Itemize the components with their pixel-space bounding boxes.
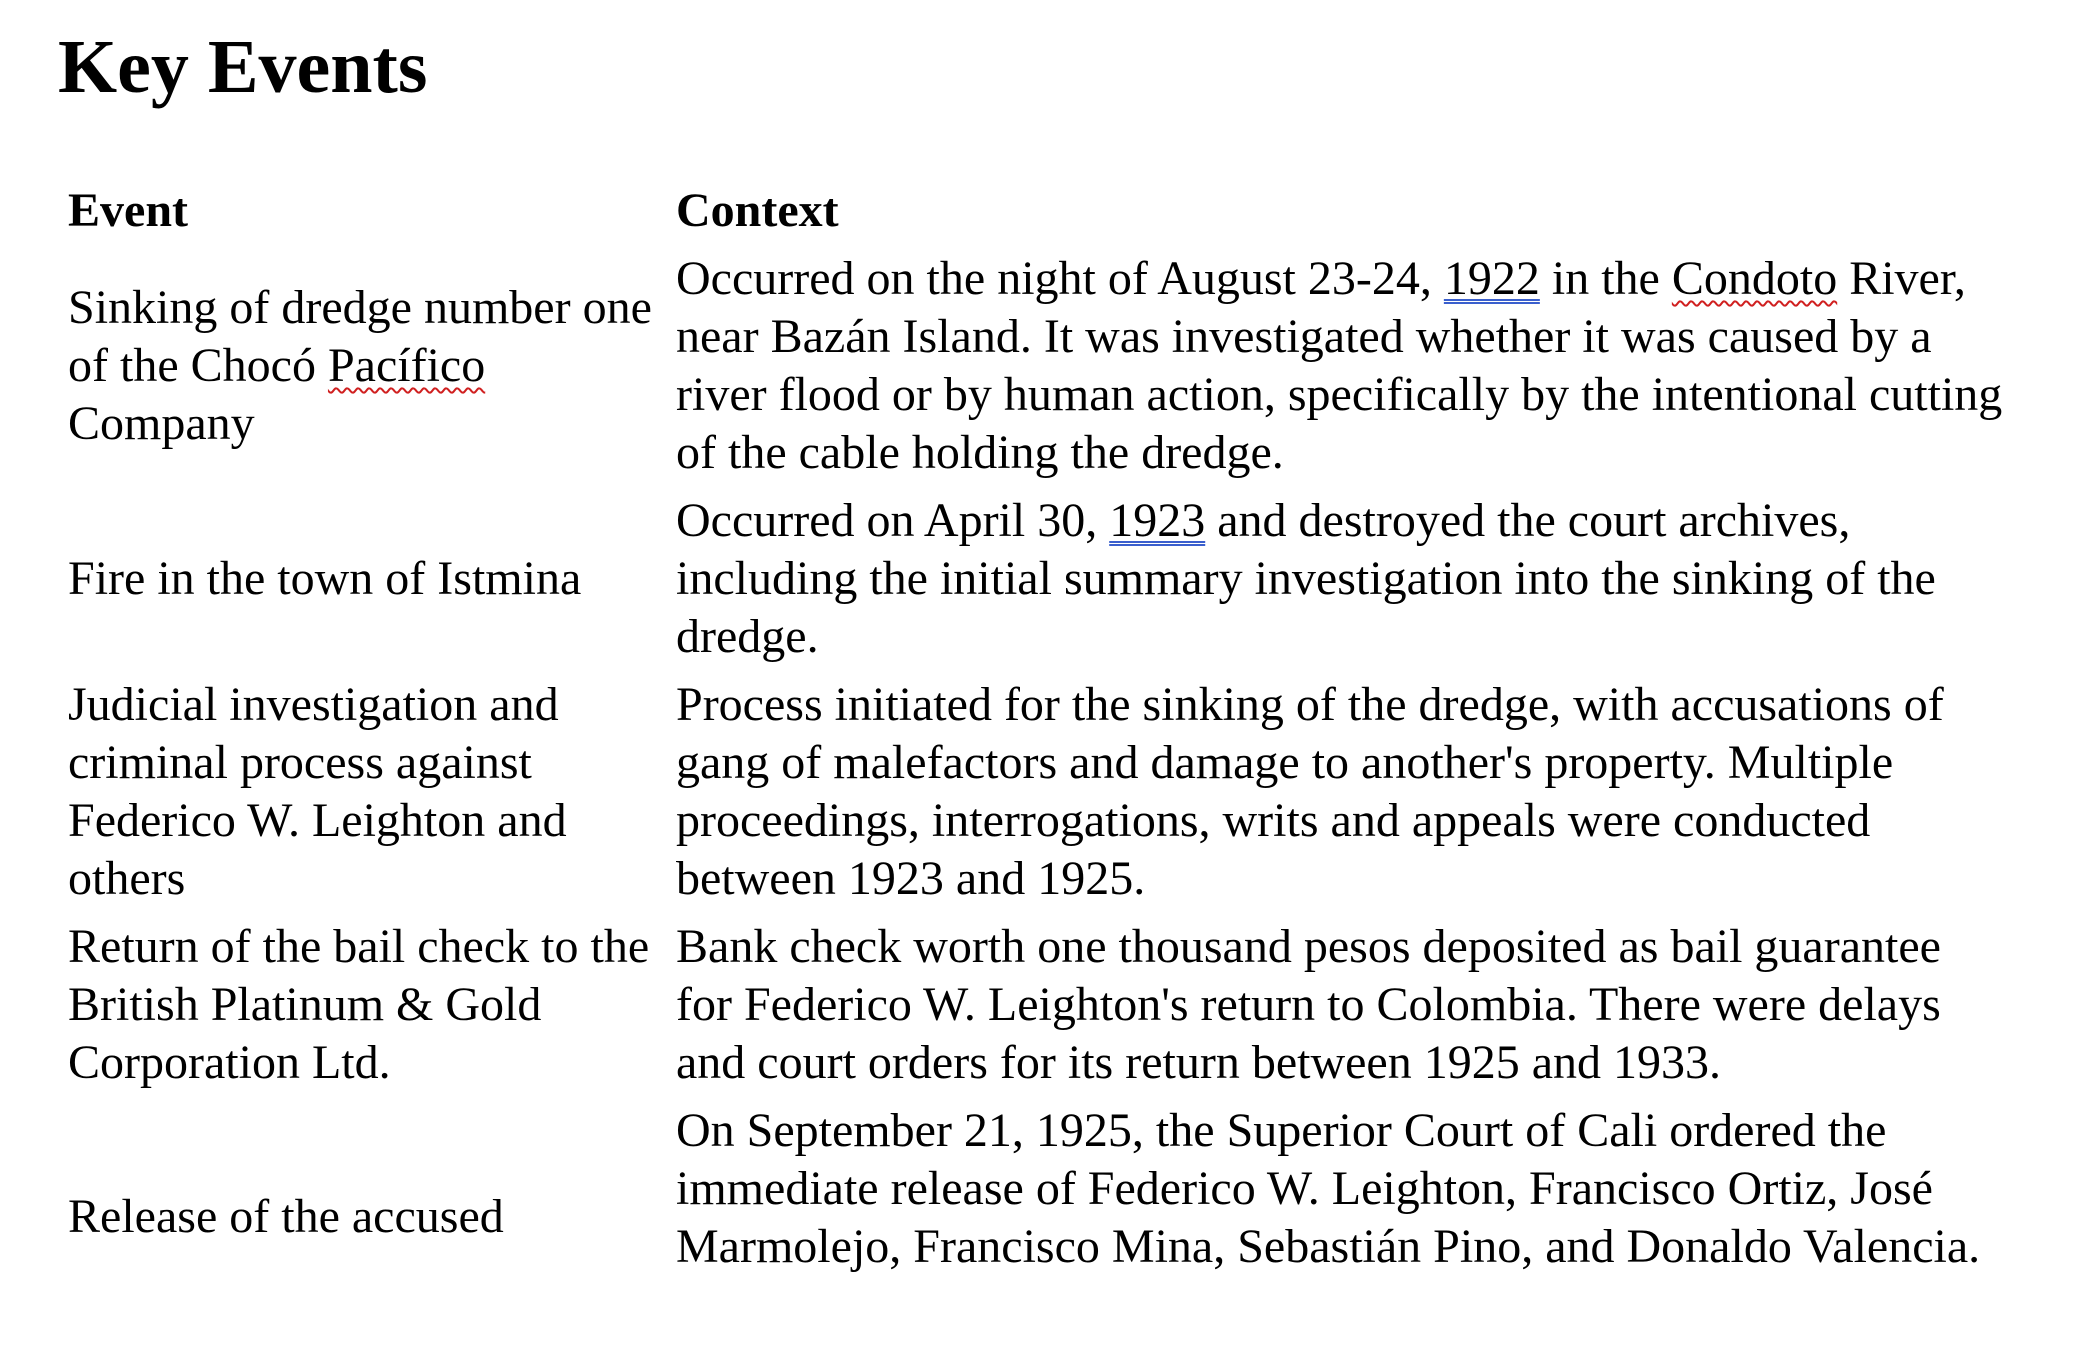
event-text: Company [68, 397, 255, 450]
event-cell: Release of the accused [68, 1190, 504, 1243]
context-cell: Process initiated for the sinking of the dredge, with accusations of gang of malefactors and damage to another's property. Multiple proceedings, interrogations, writs and appeals were conducted between 1923 and 1925. [676, 678, 1944, 905]
table-row [58, 914, 2018, 1098]
date-flag[interactable]: 1923 [1109, 494, 1206, 547]
context-cell [666, 488, 2018, 672]
context-text: Occurred on April 30, [676, 494, 1110, 547]
event-text: Sinking of dredge number one of the Chocó [68, 281, 652, 392]
event-cell: Return of the bail check to the British Platinum & Gold Corporation Ltd. [68, 920, 650, 1089]
date-flag[interactable]: 1922 [1443, 252, 1540, 305]
table-row [58, 672, 2018, 914]
table-row [58, 1098, 2018, 1338]
page-title: Key Events [58, 25, 428, 109]
context-cell: On September 21, 1925, the Superior Court of Cali ordered the immediate release of Federico W. Leighton, Francisco Ortiz, José Marmolejo, Francisco Mina, Sebastián Pino, and Donaldo Valencia. [676, 1104, 1981, 1273]
event-cell: Fire in the town of Istmina [68, 552, 582, 605]
context-cell [666, 246, 2018, 488]
spelling-flag[interactable]: Condoto [1671, 252, 1838, 305]
header-event: Event [68, 184, 188, 237]
context-text: Occurred on the night of August 23-24, [676, 252, 1444, 305]
table-row [58, 488, 2018, 672]
context-cell: Bank check worth one thousand pesos deposited as bail guarantee for Federico W. Leighton's return to Colombia. There were delays and court orders for its return between 1925 and 1933. [676, 920, 1941, 1089]
spelling-flag[interactable]: Pacífico [327, 339, 486, 392]
table-header-row [58, 176, 2018, 246]
event-cell: Judicial investigation and criminal process against Federico W. Leighton and others [68, 678, 567, 905]
table-row [58, 246, 2018, 488]
key-events-table [58, 176, 2018, 1338]
event-cell [58, 246, 666, 488]
context-text: and destroyed the court archives, including the initial summary investigation into the sinking of the dredge. [676, 494, 1936, 663]
context-text: in the [1539, 252, 1672, 305]
header-context: Context [676, 184, 839, 237]
context-text: River, near Bazán Island. It was investigated whether it was caused by a river flood or by human action, specifically by the intentional cutting of the cable holding the dredge. [676, 252, 2003, 479]
